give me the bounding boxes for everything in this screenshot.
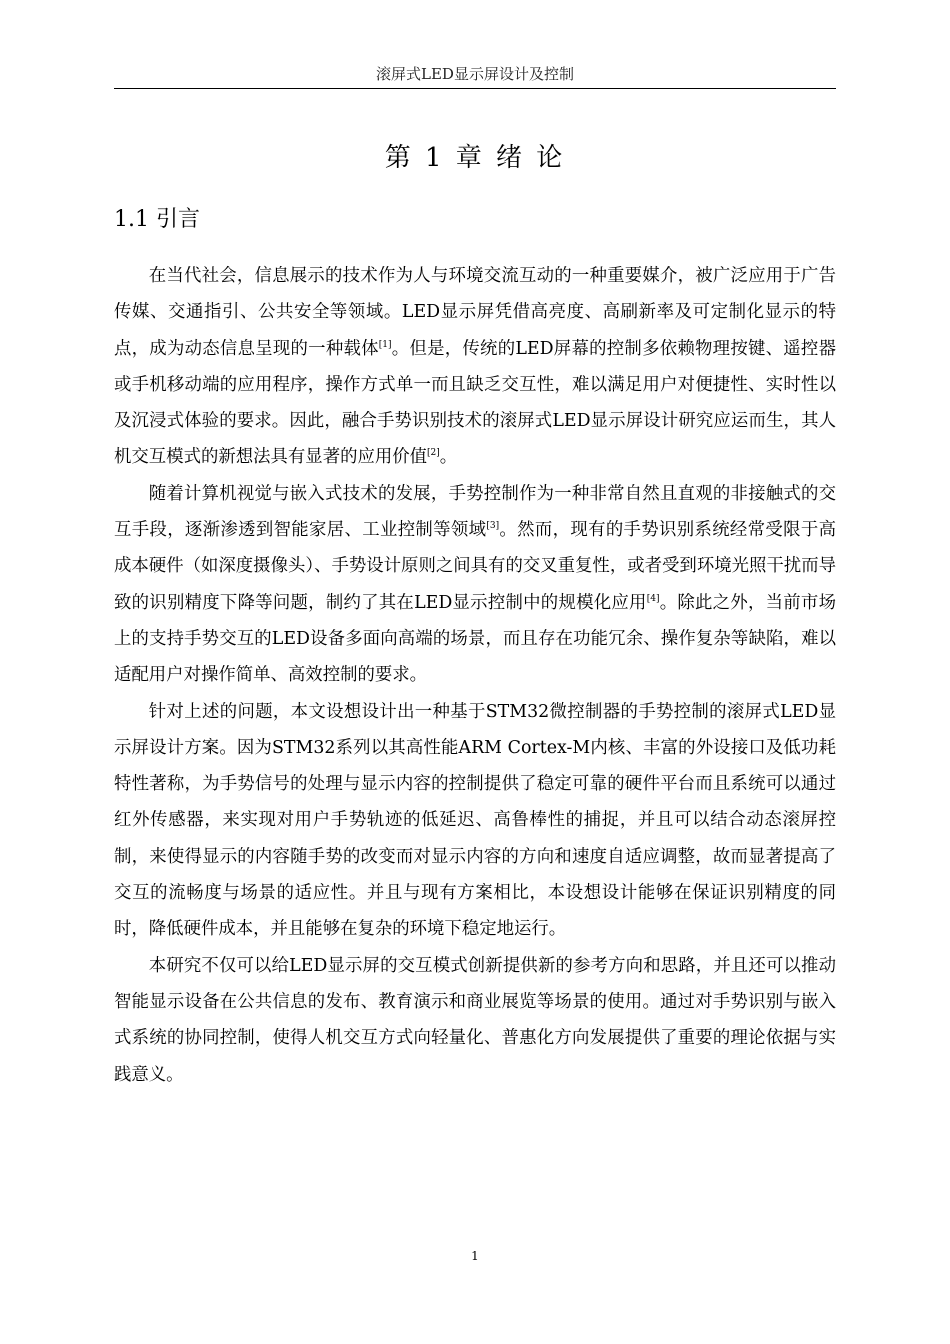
header-rule [114, 88, 836, 89]
paragraph-4 [114, 948, 836, 1093]
paragraph-2 [114, 476, 836, 694]
citation-ref: [1] [378, 339, 392, 350]
paragraph-text: 。但是，传统的LED屏幕的控制多依赖物理按键、遥控器或手机移动端的应用程序，操作方式单一而且缺乏交互性，难以满足用户对便捷性、实时性以及沉浸式体验的要求。因此，融合手势识别技术的滚屏式LED显示屏设计研究应运而生，其人机交互模式的新想法具有显著的应用价值 [114, 338, 836, 468]
citation-ref: [4] [646, 593, 660, 604]
page-number: 1 [471, 1249, 479, 1263]
citation-ref: [3] [486, 521, 500, 532]
section-heading: 1.1 引言 [114, 207, 200, 232]
running-header: 滚屏式LED显示屏设计及控制 [376, 65, 574, 83]
paragraph-text: 。 [439, 447, 458, 468]
body-text [114, 258, 836, 1093]
paragraph-text: 。然而，现有的手势识别系统经常受限于高成本硬件（如深度摄像头）、手势设计原则之间具有的交叉重复性，或者受到环境光照干扰而导致的识别精度下降等问题，制约了其在LED显示控制中的规模化应用 [114, 520, 836, 613]
citation-ref: [2] [427, 448, 440, 459]
chapter-title: 第 1 章 绪 论 [384, 143, 566, 173]
paragraph-text: 。除此之外，当前市场上的支持手势交互的LED设备多面向高端的场景，而且存在功能冗余、操作复杂等缺陷，难以适配用户对操作简单、高效控制的要求。 [114, 592, 836, 686]
paragraph-text: 在当代社会，信息展示的技术作为人与环境交流互动的一种重要媒介，被广泛应用于广告传媒、交通指引、公共安全等领域。LED显示屏凭借高亮度、高刷新率及可定制化显示的特点，成为动态信息呈现的一种载体 [114, 266, 836, 359]
paragraph-1 [114, 258, 836, 476]
paragraph-text: 随着计算机视觉与嵌入式技术的发展，手势控制作为一种非常自然且直观的非接触式的交互手段，逐渐渗透到智能家居、工业控制等领域 [114, 483, 836, 541]
paragraph-text: 本研究不仅可以给LED显示屏的交互模式创新提供新的参考方向和思路，并且还可以推动智能显示设备在公共信息的发布、教育演示和商业展览等场景的使用。通过对手势识别与嵌入式系统的协同控制，使得人机交互方式向轻量化、普惠化方向发展提供了重要的理论依据与实践意义。 [114, 955, 836, 1085]
paragraph-text: 针对上述的问题，本文设想设计出一种基于STM32微控制器的手势控制的滚屏式LED显示屏设计方案。因为STM32系列以其高性能ARM Cortex-M内核、丰富的外设接口及低功耗特性著称，为手势信号的处理与显示内容的控制提供了稳定可靠的硬件平台而且系统可以通过红外传感器，来实现对用户手势轨迹的低延迟、高鲁棒性的捕捉，并且可以结合动态滚屏控制，来使得显示的内容随手势的改变而对显示内容的方向和速度自适应调整，故而显著提高了交互的流畅度与场景的适应性。并且与现有方案相比，本设想设计能够在保证识别精度的同时，降低硬件成本，并且能够在复杂的环境下稳定地运行。 [114, 701, 836, 940]
paragraph-3 [114, 694, 836, 948]
